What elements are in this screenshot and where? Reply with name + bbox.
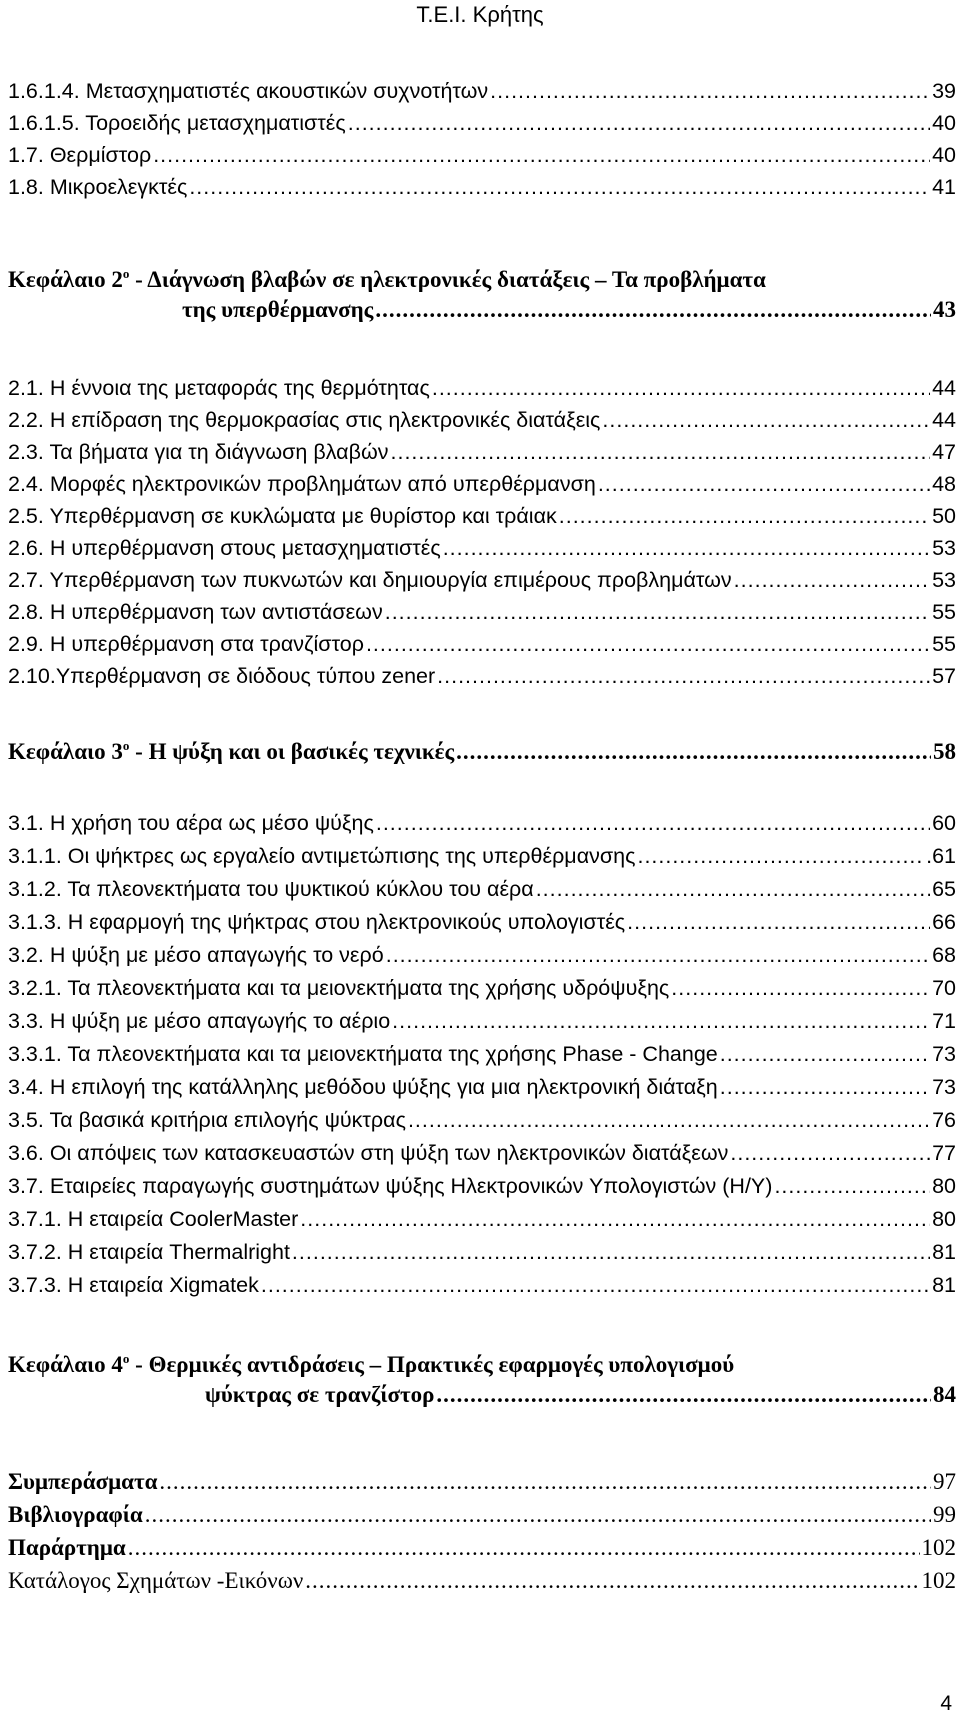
toc-entry[interactable]: 3.2. Η ψύξη με μέσο απαγωγής το νερό ..... 68 [8, 939, 956, 971]
toc-entry[interactable]: 2.4. Μορφές ηλεκτρονικών προβλημάτων από υπερθέρμανση ..... 48 [8, 468, 956, 500]
toc-entry[interactable]: 2.1. Η έννοια της μεταφοράς της θερμότητας ..... 44 [8, 372, 956, 404]
toc-entry[interactable]: 3.5. Τα βασικά κριτήρια επιλογής ψύκτρας ..... 76 [8, 1104, 956, 1136]
toc-entry[interactable]: 2.10.Υπερθέρμανση σε διόδους τύπου zener ..... 57 [8, 660, 956, 692]
toc-entry[interactable]: 1.8. Μικροελεγκτές ..... 41 [8, 171, 956, 203]
page-header: Τ.Ε.Ι. Κρήτης [416, 2, 544, 27]
toc-entry[interactable]: 3.1.2. Τα πλεονεκτήματα του ψυκτικού κύκλου του αέρα ..... 65 [8, 873, 956, 905]
toc-entry-figures[interactable]: Κατάλογος Σχημάτων -Εικόνων ..... 102 [8, 1565, 956, 1597]
toc-entry-appendix[interactable]: Παράρτημα ..... 102 [8, 1532, 956, 1564]
toc-entry[interactable]: 3.3. Η ψύξη με μέσο απαγωγής το αέριο ..... 71 [8, 1005, 956, 1037]
toc-entry[interactable]: 3.6. Οι απόψεις των κατασκευαστών στη ψύξη των ηλεκτρονικών διατάξεων ..... 77 [8, 1137, 956, 1169]
toc-entry[interactable]: 3.3.1. Τα πλεονεκτήματα και τα μειονεκτήματα της χρήσης Phase - Change ..... 73 [8, 1038, 956, 1070]
toc-entry[interactable]: 3.1.1. Οι ψήκτρες ως εργαλείο αντιμετώπισης της υπερθέρμανσης ..... .61 [8, 840, 956, 872]
toc-entry[interactable]: 2.9. Η υπερθέρμανση στα τρανζίστορ ..... 55 [8, 628, 956, 660]
toc-entry-bibliography[interactable]: Βιβλιογραφία ..... 99 [8, 1499, 956, 1531]
toc-entry[interactable]: 3.7.2. Η εταιρεία Thermalright ..... 81 [8, 1236, 956, 1268]
toc-entry[interactable]: 1.6.1.5. Τοροειδής μετασχηματιστές ..... 40 [8, 107, 956, 139]
toc-entry[interactable]: 1.6.1.4. Μετασχηματιστές ακουστικών συχνοτήτων ..... 39 [8, 75, 956, 107]
toc-entry[interactable]: 3.7.1. Η εταιρεία CoolerMaster ..... 80 [8, 1203, 956, 1235]
toc-entry-chapter-3[interactable]: Κεφάλαιο $3^o$ - Η ψύξη και οι βασικές τεχνικές ..... 58 [8, 730, 956, 762]
toc-entry[interactable]: 3.7. Εταιρείες παραγωγής συστημάτων ψύξης Ηλεκτρονικών Υπολογιστών (Η/Υ) ..... 80 [8, 1170, 956, 1202]
toc-entry[interactable]: 3.1.3. Η εφαρμογή της ψήκτρας στου ηλεκτρονικούς υπολογιστές ..... 66 [8, 906, 956, 938]
toc-entry[interactable]: 3.7.3. Η εταιρεία Xigmatek ..... 81 [8, 1269, 956, 1301]
toc-entry[interactable]: 2.6. Η υπερθέρμανση στους μετασχηματιστές ..... 53 [8, 532, 956, 564]
toc-entry[interactable]: 2.5. Υπερθέρμανση σε κυκλώματα με θυρίστορ και τράιακ ..... 50 [8, 500, 956, 532]
toc-entry[interactable]: 1.7. Θερμίστορ ..... 40 [8, 139, 956, 171]
toc-entry-conclusions[interactable]: Συμπεράσματα ..... 97 [8, 1466, 956, 1498]
toc-entry[interactable]: 3.1. Η χρήση του αέρα ως μέσο ψύξης ..... 60 [8, 807, 956, 839]
toc-entry[interactable]: 2.3. Τα βήματα για τη διάγνωση βλαβών ..... 47 [8, 436, 956, 468]
chapter-2-heading: Κεφάλαιο $2^o$ - Διάγνωση βλαβών σε ηλεκτρονικές διατάξεις – Τα προβλήματα [8, 266, 766, 292]
chapter-4-heading: Κεφάλαιο $4^o$ - Θερμικές αντιδράσεις – Πρακτικές εφαρμογές υπολογισμού [8, 1351, 735, 1377]
toc-entry[interactable]: 3.4. Η επιλογή της κατάλληλης μεθόδου ψύξης για μια ηλεκτρονική διάταξη ..... 73 [8, 1071, 956, 1103]
toc-entry-chapter-2[interactable]: της υπερθέρμανσης ..... 43 [182, 294, 956, 326]
toc-entry[interactable]: 2.7. Υπερθέρμανση των πυκνωτών και δημιουργία επιμέρους προβλημάτων ..... 53 [8, 564, 956, 596]
toc-entry[interactable]: 2.2. Η επίδραση της θερμοκρασίας στις ηλεκτρονικές διατάξεις ..... 44 [8, 404, 956, 436]
page-number: 4 [940, 1692, 952, 1715]
toc-entry[interactable]: 2.8. Η υπερθέρμανση των αντιστάσεων ..... 55 [8, 596, 956, 628]
toc-entry-chapter-4[interactable]: ψύκτρας σε τρανζίστορ ..... 84 [205, 1379, 956, 1411]
toc-entry[interactable]: 3.2.1. Τα πλεονεκτήματα και τα μειονεκτήματα της χρήσης υδρόψυξης ..... 70 [8, 972, 956, 1004]
